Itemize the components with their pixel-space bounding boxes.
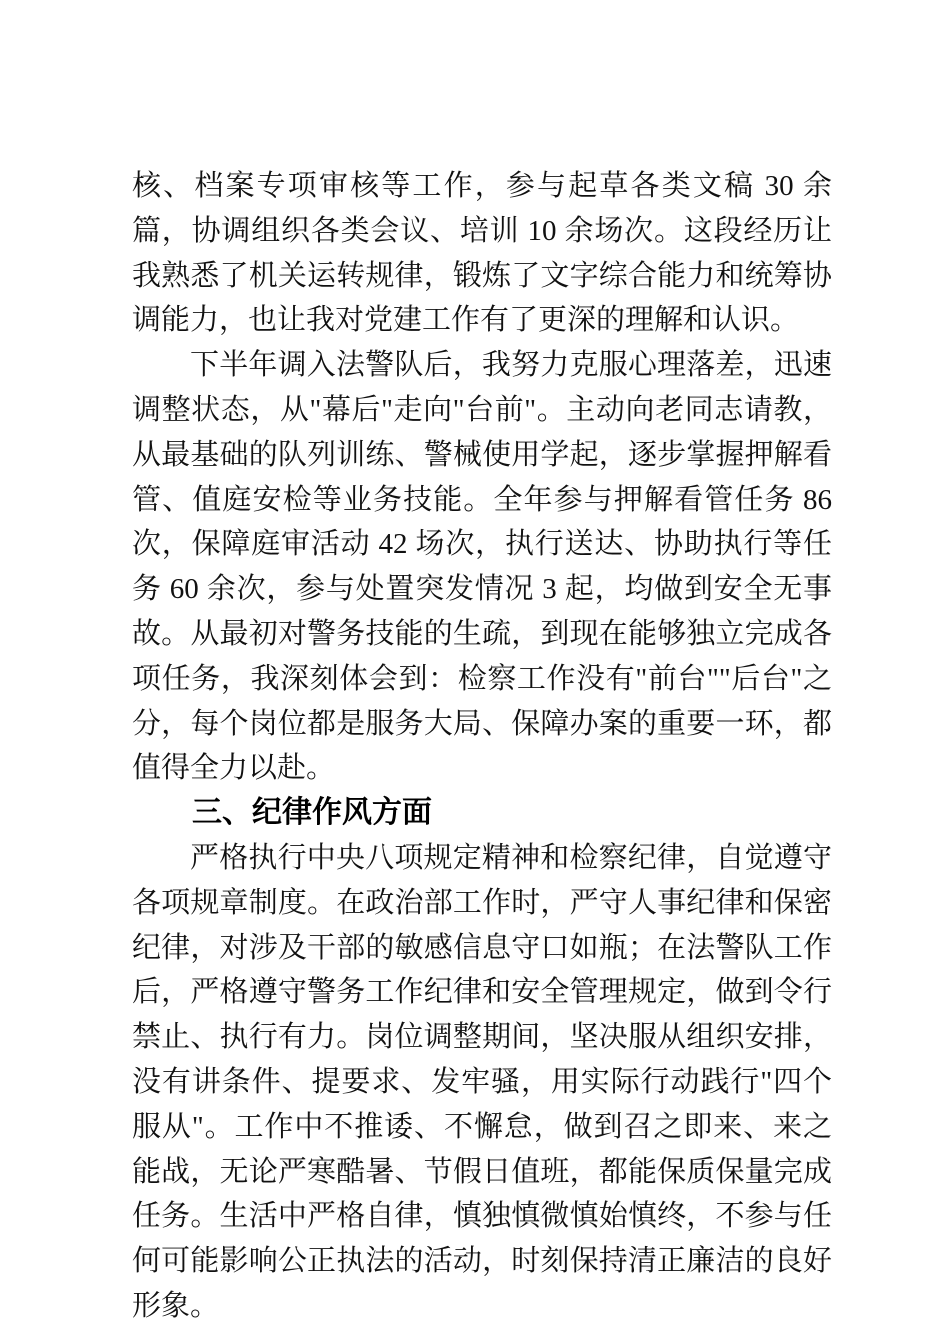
paragraph-continuation: 核、档案专项审核等工作，参与起草各类文稿 30 余篇，协调组织各类会议、培训 10 余场次。这段经历让我熟悉了机关运转规律，锻炼了文字综合能力和统筹协调能力，也让我对党建工作有了更深的理解和认识。 (132, 170, 832, 337)
paragraph-discipline: 严格执行中央八项规定精神和检察纪律，自觉遵守各项规章制度。在政治部工作时，严守人事纪律和保密纪律，对涉及干部的敏感信息守口如瓶；在法警队工作后，严格遵守警务工作纪律和安全管理规定，做到令行禁止、执行有力。岗位调整期间，坚决服从组织安排，没有讲条件、提要求、发牢骚，用实际行动践行"四个服从"。工作中不推诿、不懈怠，做到召之即来、来之能战，无论严寒酷暑、节假日值班，都能保质保量完成任务。生活中严格自律，慎独慎微慎始慎终，不参与任何可能影响公正执法的活动，时刻保持清正廉洁的良好形象。 (132, 841, 832, 1322)
section-heading-discipline: 三、纪律作风方面 (192, 796, 432, 830)
paragraph-work-transition: 下半年调入法警队后，我努力克服心理落差，迅速调整状态，从"幕后"走向"台前"。主动向老同志请教，从最基础的队列训练、警械使用学起，逐步掌握押解看管、值庭安检等业务技能。全年参与押解看管任务 86 次，保障庭审活动 42 场次，执行送达、协助执行等任务 60 余次，参与处置突发情况 3 起，均做到安全无事故。从最初对警务技能的生疏，到现在能够独立完成各项任务，我深刻体会到：检察工作没有"前台""后台"之分，每个岗位都是服务大局、保障办案的重要一环，都值得全力以赴。 (132, 349, 832, 785)
document-text-block (132, 164, 832, 1329)
